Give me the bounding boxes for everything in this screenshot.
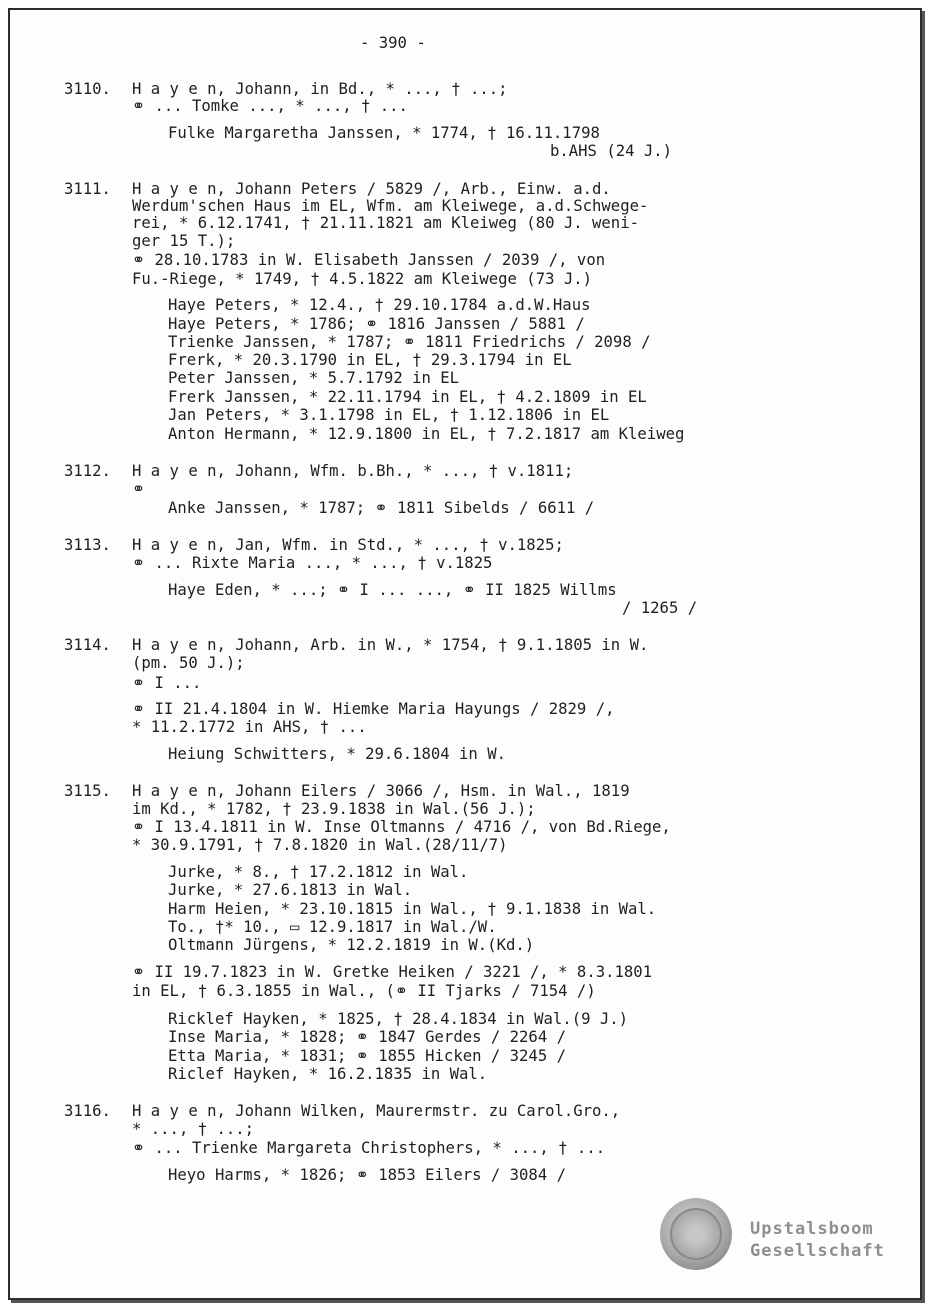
- child-line: Frerk, * 20.3.1790 in EL, † 29.3.1794 in EL: [168, 351, 572, 369]
- child-line: Peter Janssen, * 5.7.1792 in EL: [168, 369, 460, 387]
- child-line: Anke Janssen, * 1787; ⚭ 1811 Sibelds / 6611 /: [168, 499, 595, 517]
- child-line: Inse Maria, * 1828; ⚭ 1847 Gerdes / 2264 /: [168, 1028, 566, 1046]
- child-line: Haye Eden, * ...; ⚭ I ... ..., ⚭ II 1825 Willms: [168, 581, 617, 599]
- child-line: Ricklef Hayken, * 1825, † 28.4.1834 in Wal.(9 J.): [168, 1010, 629, 1028]
- entry-line: H a y e n, Johann Wilken, Maurermstr. zu Carol.Gro.,: [132, 1102, 621, 1120]
- entry-line: rei, * 6.12.1741, † 21.11.1821 am Kleiweg (80 J. weni-: [132, 214, 639, 232]
- child-line: Haye Peters, * 1786; ⚭ 1816 Janssen / 5881 /: [168, 315, 585, 333]
- entry-line: H a y e n, Johann, Arb. in W., * 1754, † 9.1.1805 in W.: [132, 636, 649, 654]
- entry-line: H a y e n, Johann, in Bd., * ..., † ...;: [132, 80, 508, 98]
- entry-number: 3110.: [64, 80, 111, 98]
- society-name: [750, 1218, 885, 1262]
- society-name-line2: Gesellschaft: [750, 1241, 885, 1261]
- entry-line: H a y e n, Johann Eilers / 3066 /, Hsm. in Wal., 1819: [132, 782, 630, 800]
- entry-line: ⚭: [132, 480, 146, 498]
- entry-line: im Kd., * 1782, † 23.9.1838 in Wal.(56 J.);: [132, 800, 536, 818]
- entry-number: 3113.: [64, 536, 111, 554]
- entry-number: 3116.: [64, 1102, 111, 1120]
- entry-line: * ..., † ...;: [132, 1120, 255, 1138]
- entry-line: ger 15 T.);: [132, 232, 236, 250]
- entry-line: ⚭ I ...: [132, 674, 202, 692]
- entry-line: H a y e n, Johann, Wfm. b.Bh., * ..., † v.1811;: [132, 462, 574, 480]
- entry-line: H a y e n, Johann Peters / 5829 /, Arb., Einw. a.d.: [132, 180, 611, 198]
- entry-line: in EL, † 6.3.1855 in Wal., (⚭ II Tjarks / 7154 /): [132, 982, 596, 1000]
- entry-number: 3112.: [64, 462, 111, 480]
- entry-line: ⚭ II 21.4.1804 in W. Hiemke Maria Hayungs / 2829 /,: [132, 700, 615, 718]
- child-line: Heiung Schwitters, * 29.6.1804 in W.: [168, 745, 506, 763]
- child-line: Frerk Janssen, * 22.11.1794 in EL, † 4.2.1809 in EL: [168, 388, 647, 406]
- entry-number: 3115.: [64, 782, 111, 800]
- child-line: / 1265 /: [622, 599, 698, 617]
- page-number: - 390 -: [360, 34, 426, 52]
- entry-line: Werdum'schen Haus im EL, Wfm. am Kleiwege, a.d.Schwege-: [132, 197, 649, 215]
- entry-line: H a y e n, Jan, Wfm. in Std., * ..., † v.1825;: [132, 536, 564, 554]
- society-name-line1: Upstalsboom: [750, 1219, 874, 1239]
- child-line: Jurke, * 27.6.1813 in Wal.: [168, 881, 413, 899]
- entry-number: 3111.: [64, 180, 111, 198]
- child-line: Etta Maria, * 1831; ⚭ 1855 Hicken / 3245 /: [168, 1047, 566, 1065]
- child-line: Anton Hermann, * 12.9.1800 in EL, † 7.2.1817 am Kleiweg: [168, 425, 685, 443]
- entry-line: ⚭ ... Trienke Margareta Christophers, * ..., † ...: [132, 1139, 606, 1157]
- entry-line: ⚭ ... Rixte Maria ..., * ..., † v.1825: [132, 554, 493, 572]
- entry-line: (pm. 50 J.);: [132, 654, 245, 672]
- child-line: Heyo Harms, * 1826; ⚭ 1853 Eilers / 3084 /: [168, 1166, 566, 1184]
- entry-line: ⚭ ... Tomke ..., * ..., † ...: [132, 97, 408, 115]
- child-line: Haye Peters, * 12.4., † 29.10.1784 a.d.W.Haus: [168, 296, 591, 314]
- entry-line: ⚭ 28.10.1783 in W. Elisabeth Janssen / 2039 /, von: [132, 251, 606, 269]
- entry-line: Fu.-Riege, * 1749, † 4.5.1822 am Kleiwege (73 J.): [132, 270, 593, 288]
- entry-number: 3114.: [64, 636, 111, 654]
- child-line: To., †* 10., ▭ 12.9.1817 in Wal./W.: [168, 918, 497, 936]
- child-line: Harm Heien, * 23.10.1815 in Wal., † 9.1.1838 in Wal.: [168, 900, 657, 918]
- entry-line: * 11.2.1772 in AHS, † ...: [132, 718, 367, 736]
- child-line: Trienke Janssen, * 1787; ⚭ 1811 Friedrichs / 2098 /: [168, 333, 651, 351]
- entry-line: * 30.9.1791, † 7.8.1820 in Wal.(28/11/7): [132, 836, 508, 854]
- child-line: Fulke Margaretha Janssen, * 1774, † 16.11.1798: [168, 124, 600, 142]
- child-line: b.AHS (24 J.): [550, 142, 673, 160]
- child-line: Jurke, * 8., † 17.2.1812 in Wal.: [168, 863, 469, 881]
- child-line: Riclef Hayken, * 16.2.1835 in Wal.: [168, 1065, 488, 1083]
- entry-line: ⚭ I 13.4.1811 in W. Inse Oltmanns / 4716 /, von Bd.Riege,: [132, 818, 671, 836]
- child-line: Jan Peters, * 3.1.1798 in EL, † 1.12.1806 in EL: [168, 406, 610, 424]
- entry-line: ⚭ II 19.7.1823 in W. Gretke Heiken / 3221 /, * 8.3.1801: [132, 963, 653, 981]
- child-line: Oltmann Jürgens, * 12.2.1819 in W.(Kd.): [168, 936, 535, 954]
- society-seal-icon: [660, 1198, 732, 1270]
